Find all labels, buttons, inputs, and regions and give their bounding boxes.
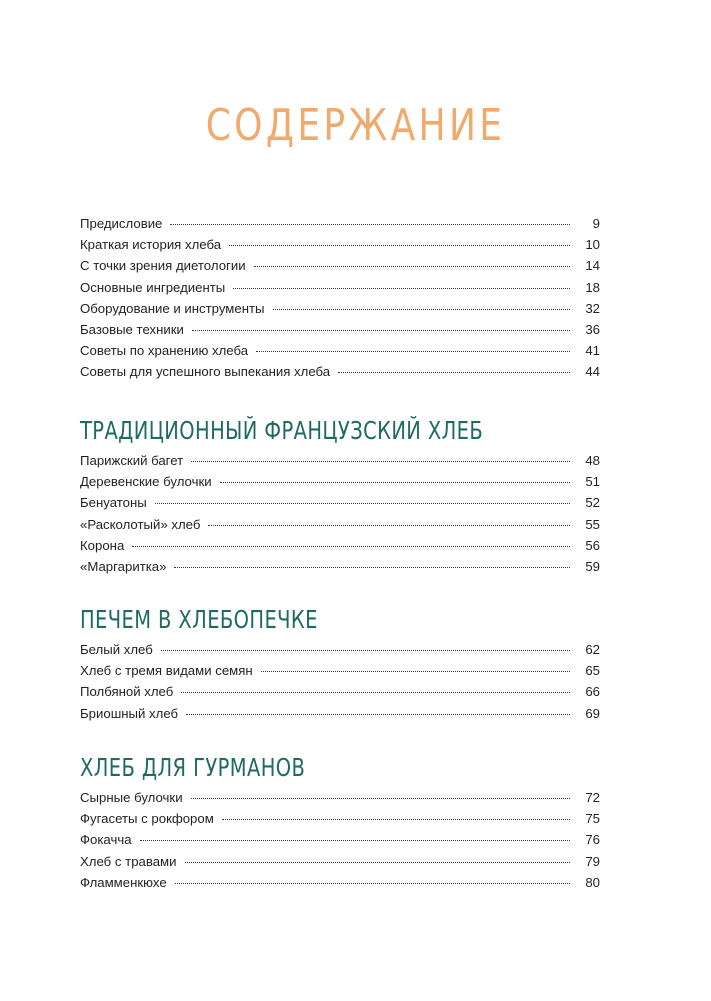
dot-leader xyxy=(256,351,570,352)
toc-entry-page: 66 xyxy=(585,684,600,700)
dot-leader xyxy=(192,330,570,331)
dot-leader xyxy=(254,266,570,267)
toc-entry-page: 18 xyxy=(585,279,600,295)
toc-entry-label: Основные ингредиенты xyxy=(80,279,226,295)
toc-entry-page: 48 xyxy=(585,453,600,468)
toc-entry-page: 56 xyxy=(585,537,600,553)
section-title: ХЛЕБ ДЛЯ ГУРМАНОВ xyxy=(80,753,306,782)
toc-entry[interactable] xyxy=(80,538,600,559)
toc-entry[interactable] xyxy=(80,854,600,875)
dot-leader xyxy=(233,288,570,289)
toc-entry-page: 65 xyxy=(585,663,600,679)
toc-entry-page: 55 xyxy=(585,516,600,532)
toc-entry-page: 41 xyxy=(585,343,600,359)
toc-entry-page: 59 xyxy=(585,558,600,574)
dot-leader xyxy=(191,798,570,799)
toc-entry[interactable] xyxy=(80,706,600,727)
toc-entry-page: 9 xyxy=(592,216,600,231)
toc-entry-label: Белый хлеб xyxy=(80,642,153,657)
toc-entry-page: 75 xyxy=(585,811,600,827)
toc-entry-label: Фламменкюхе xyxy=(80,874,167,890)
toc-entry-label: Сырные булочки xyxy=(80,790,183,805)
toc-entry-label: Базовые техники xyxy=(80,321,184,337)
toc-entry[interactable] xyxy=(80,790,600,811)
dot-leader xyxy=(208,525,570,526)
toc-entry-page: 32 xyxy=(585,300,600,316)
toc-entry-label: Хлеб с тремя видами семян xyxy=(80,663,253,679)
toc-entry[interactable] xyxy=(80,495,600,516)
dot-leader xyxy=(222,819,570,820)
toc-entry-page: 10 xyxy=(585,237,600,253)
toc-entry[interactable] xyxy=(80,517,600,538)
toc-entry-label: Краткая история хлеба xyxy=(80,237,222,253)
toc-entry[interactable] xyxy=(80,343,600,364)
toc-entry[interactable] xyxy=(80,642,600,663)
dot-leader xyxy=(261,671,570,672)
toc-entry-page: 80 xyxy=(585,874,600,890)
toc-entry-page: 72 xyxy=(585,790,600,805)
dot-leader xyxy=(174,567,570,568)
toc-entry[interactable] xyxy=(80,280,600,301)
toc-entry-page: 76 xyxy=(585,832,600,848)
dot-leader xyxy=(338,372,570,373)
toc-entry[interactable] xyxy=(80,216,600,237)
toc-entry[interactable] xyxy=(80,364,600,385)
toc-entry[interactable] xyxy=(80,875,600,896)
dot-leader xyxy=(140,840,570,841)
toc-entry[interactable] xyxy=(80,237,600,258)
toc-entry-label: «Маргаритка» xyxy=(80,558,167,574)
dot-leader xyxy=(161,650,570,651)
toc-intro-list xyxy=(80,216,600,386)
toc-entry-label: Фокачча xyxy=(80,832,132,848)
toc-entry-page: 52 xyxy=(585,495,600,511)
toc-entry-label: Деревенские булочки xyxy=(80,474,212,490)
dot-leader xyxy=(185,862,571,863)
toc-entry-page: 79 xyxy=(585,853,600,869)
toc-entry-label: Предисловие xyxy=(80,216,163,231)
toc-entry-page: 14 xyxy=(585,258,600,274)
toc-entry-label: Советы для успешного выпекания хлеба xyxy=(80,364,331,380)
toc-entry[interactable] xyxy=(80,453,600,474)
toc-section-traditional xyxy=(80,413,600,580)
toc-entry-page: 36 xyxy=(585,321,600,337)
toc-entry-label: Бенуатоны xyxy=(80,495,147,511)
toc-entry-label: Хлеб с травами xyxy=(80,853,177,869)
toc-entry[interactable] xyxy=(80,811,600,832)
toc-entry-page: 69 xyxy=(585,705,600,721)
dot-leader xyxy=(132,546,570,547)
toc-entry[interactable] xyxy=(80,684,600,705)
section-title: ТРАДИЦИОННЫЙ ФРАНЦУЗСКИЙ ХЛЕБ xyxy=(80,416,484,445)
toc-entry[interactable] xyxy=(80,258,600,279)
dot-leader xyxy=(220,482,570,483)
dot-leader xyxy=(170,224,570,225)
dot-leader xyxy=(175,883,570,884)
toc-entry-page: 51 xyxy=(585,474,600,490)
toc-entry-label: Корона xyxy=(80,537,125,553)
dot-leader xyxy=(155,503,570,504)
toc-entry[interactable] xyxy=(80,663,600,684)
toc-entry-label: Бриошный хлеб xyxy=(80,705,179,721)
toc-entry-label: Полбяной хлеб xyxy=(80,684,174,700)
toc-entry[interactable] xyxy=(80,559,600,580)
toc-entry-label: Советы по хранению хлеба xyxy=(80,343,249,359)
toc-entry[interactable] xyxy=(80,832,600,853)
dot-leader xyxy=(229,245,570,246)
toc-section-gourmet xyxy=(80,750,600,896)
dot-leader xyxy=(186,714,570,715)
dot-leader xyxy=(191,461,570,462)
page-title: СОДЕРЖАНИЕ xyxy=(205,100,506,151)
dot-leader xyxy=(273,309,570,310)
toc-entry[interactable] xyxy=(80,474,600,495)
section-title: ПЕЧЕМ В ХЛЕБОПЕЧКЕ xyxy=(80,605,318,634)
toc-entry-page: 44 xyxy=(585,364,600,380)
toc-section-breadmaker xyxy=(80,602,600,727)
toc-entry-label: Оборудование и инструменты xyxy=(80,300,265,316)
toc-entry-label: «Расколотый» хлеб xyxy=(80,516,201,532)
toc-entry[interactable] xyxy=(80,301,600,322)
dot-leader xyxy=(181,692,570,693)
toc-entry-page: 62 xyxy=(585,642,600,657)
toc-entry[interactable] xyxy=(80,322,600,343)
toc-entry-label: Фугасеты с рокфором xyxy=(80,811,214,827)
toc-entry-label: С точки зрения диетологии xyxy=(80,258,246,274)
toc-entry-label: Парижский багет xyxy=(80,453,184,468)
